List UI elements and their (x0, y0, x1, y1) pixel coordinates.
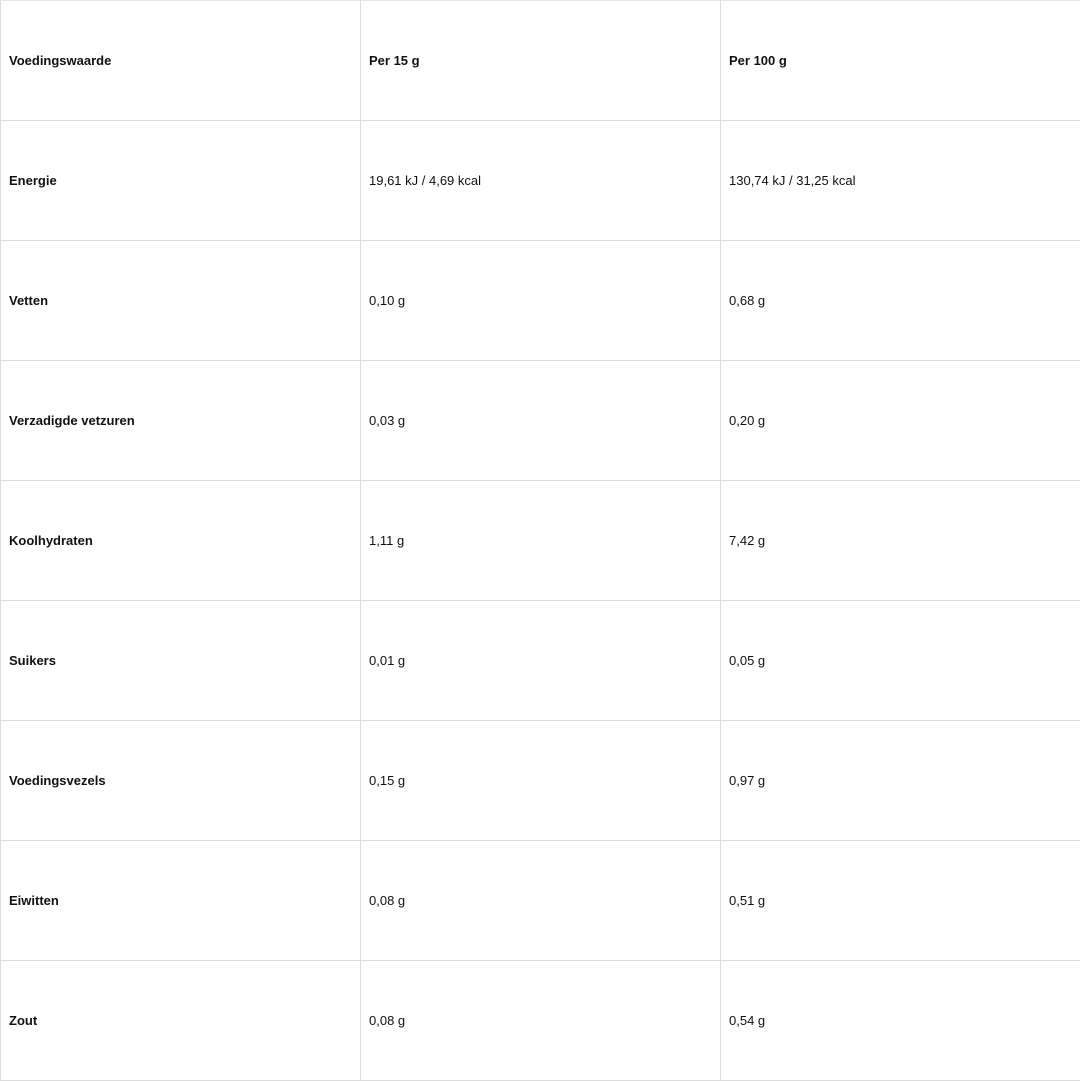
value-per-15g: 0,03 g (361, 361, 721, 481)
table-row (1, 241, 1080, 361)
value-per-15g: 0,08 g (361, 841, 721, 961)
value-per-15g: 0,15 g (361, 721, 721, 841)
value-per-100g: 0,05 g (721, 601, 1080, 721)
row-label: Eiwitten (1, 841, 361, 961)
value-per-15g: 0,01 g (361, 601, 721, 721)
row-label: Zout (1, 961, 361, 1081)
table-header-row (1, 1, 1080, 121)
value-per-100g: 7,42 g (721, 481, 1080, 601)
table-row (1, 481, 1080, 601)
value-per-100g: 0,68 g (721, 241, 1080, 361)
row-label: Suikers (1, 601, 361, 721)
row-label: Voedingsvezels (1, 721, 361, 841)
value-per-100g: 0,54 g (721, 961, 1080, 1081)
value-per-100g: 0,51 g (721, 841, 1080, 961)
value-per-100g: 130,74 kJ / 31,25 kcal (721, 121, 1080, 241)
table-row (1, 601, 1080, 721)
header-per-15g: Per 15 g (361, 1, 721, 121)
header-per-100g: Per 100 g (721, 1, 1080, 121)
row-label: Energie (1, 121, 361, 241)
value-per-15g: 0,10 g (361, 241, 721, 361)
row-label: Koolhydraten (1, 481, 361, 601)
table-row (1, 961, 1080, 1081)
table-row (1, 121, 1080, 241)
header-nutrient: Voedingswaarde (1, 1, 361, 121)
table-row (1, 361, 1080, 481)
row-label: Verzadigde vetzuren (1, 361, 361, 481)
value-per-100g: 0,97 g (721, 721, 1080, 841)
value-per-15g: 0,08 g (361, 961, 721, 1081)
row-label: Vetten (1, 241, 361, 361)
table-row (1, 721, 1080, 841)
value-per-100g: 0,20 g (721, 361, 1080, 481)
value-per-15g: 1,11 g (361, 481, 721, 601)
table-row (1, 841, 1080, 961)
value-per-15g: 19,61 kJ / 4,69 kcal (361, 121, 721, 241)
